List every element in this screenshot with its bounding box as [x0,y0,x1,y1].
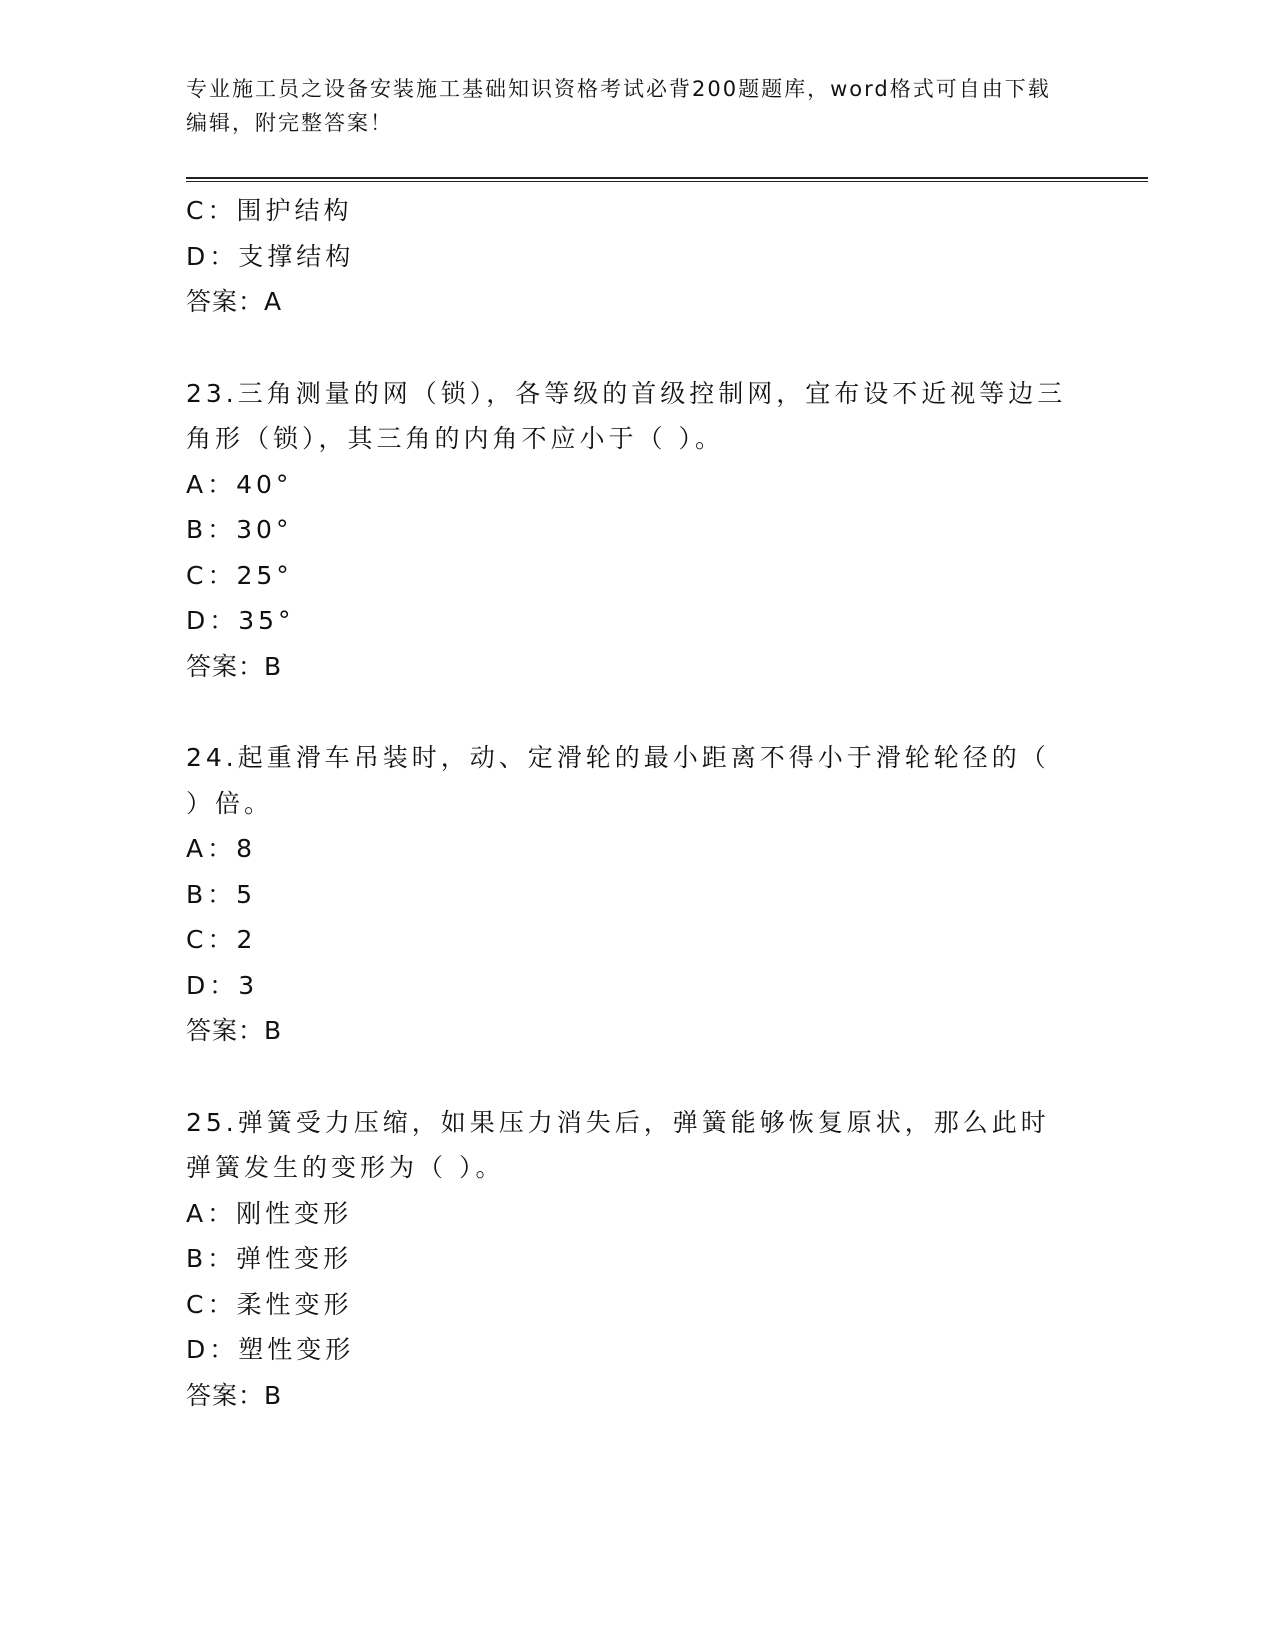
answer: 答案：B [186,651,283,681]
answer: 答案：B [186,1380,283,1410]
option-c: C：围护结构 [186,196,353,225]
option-a: A：刚性变形 [186,1198,353,1228]
answer: 答案：B [186,1016,283,1045]
question-24 [186,735,1086,1054]
option-b: B：5 [186,879,257,909]
question-23 [186,371,1086,690]
header-divider [186,177,1148,182]
question-text: 25.弹簧受力压缩，如果压力消失后，弹簧能够恢复原状，那么此时弹簧发生的变形为（ ）。 [186,1107,1050,1182]
question-text: 23.三角测量的网（锁），各等级的首级控制网，宜布设不近视等边三角形（锁），其三角的内角不应小于（ ）。 [186,378,1067,453]
answer: 答案：A [186,287,283,316]
option-d: D：塑性变形 [186,1335,355,1364]
option-c: C：25° [186,560,293,590]
page-header: 专业施工员之设备安装施工基础知识资格考试必背200题题库，word格式可自由下载编辑，附完整答案！ [186,77,1051,135]
option-d: D：支撑结构 [186,241,355,271]
option-a: A：8 [186,834,257,863]
option-a: A：40° [186,469,293,499]
question-text: 24.起重滑车吊装时，动、定滑轮的最小距离不得小于滑轮轮径的（ ）倍。 [186,743,1050,818]
option-c: C：柔性变形 [186,1289,353,1319]
option-d: D：3 [186,970,259,1000]
option-b: B：弹性变形 [186,1244,353,1273]
previous-question-tail [186,188,1086,325]
question-25 [186,1100,1086,1419]
option-c: C：2 [186,925,257,954]
question-list [186,188,1086,1418]
option-b: B：30° [186,515,293,544]
option-d: D：35° [186,606,295,635]
